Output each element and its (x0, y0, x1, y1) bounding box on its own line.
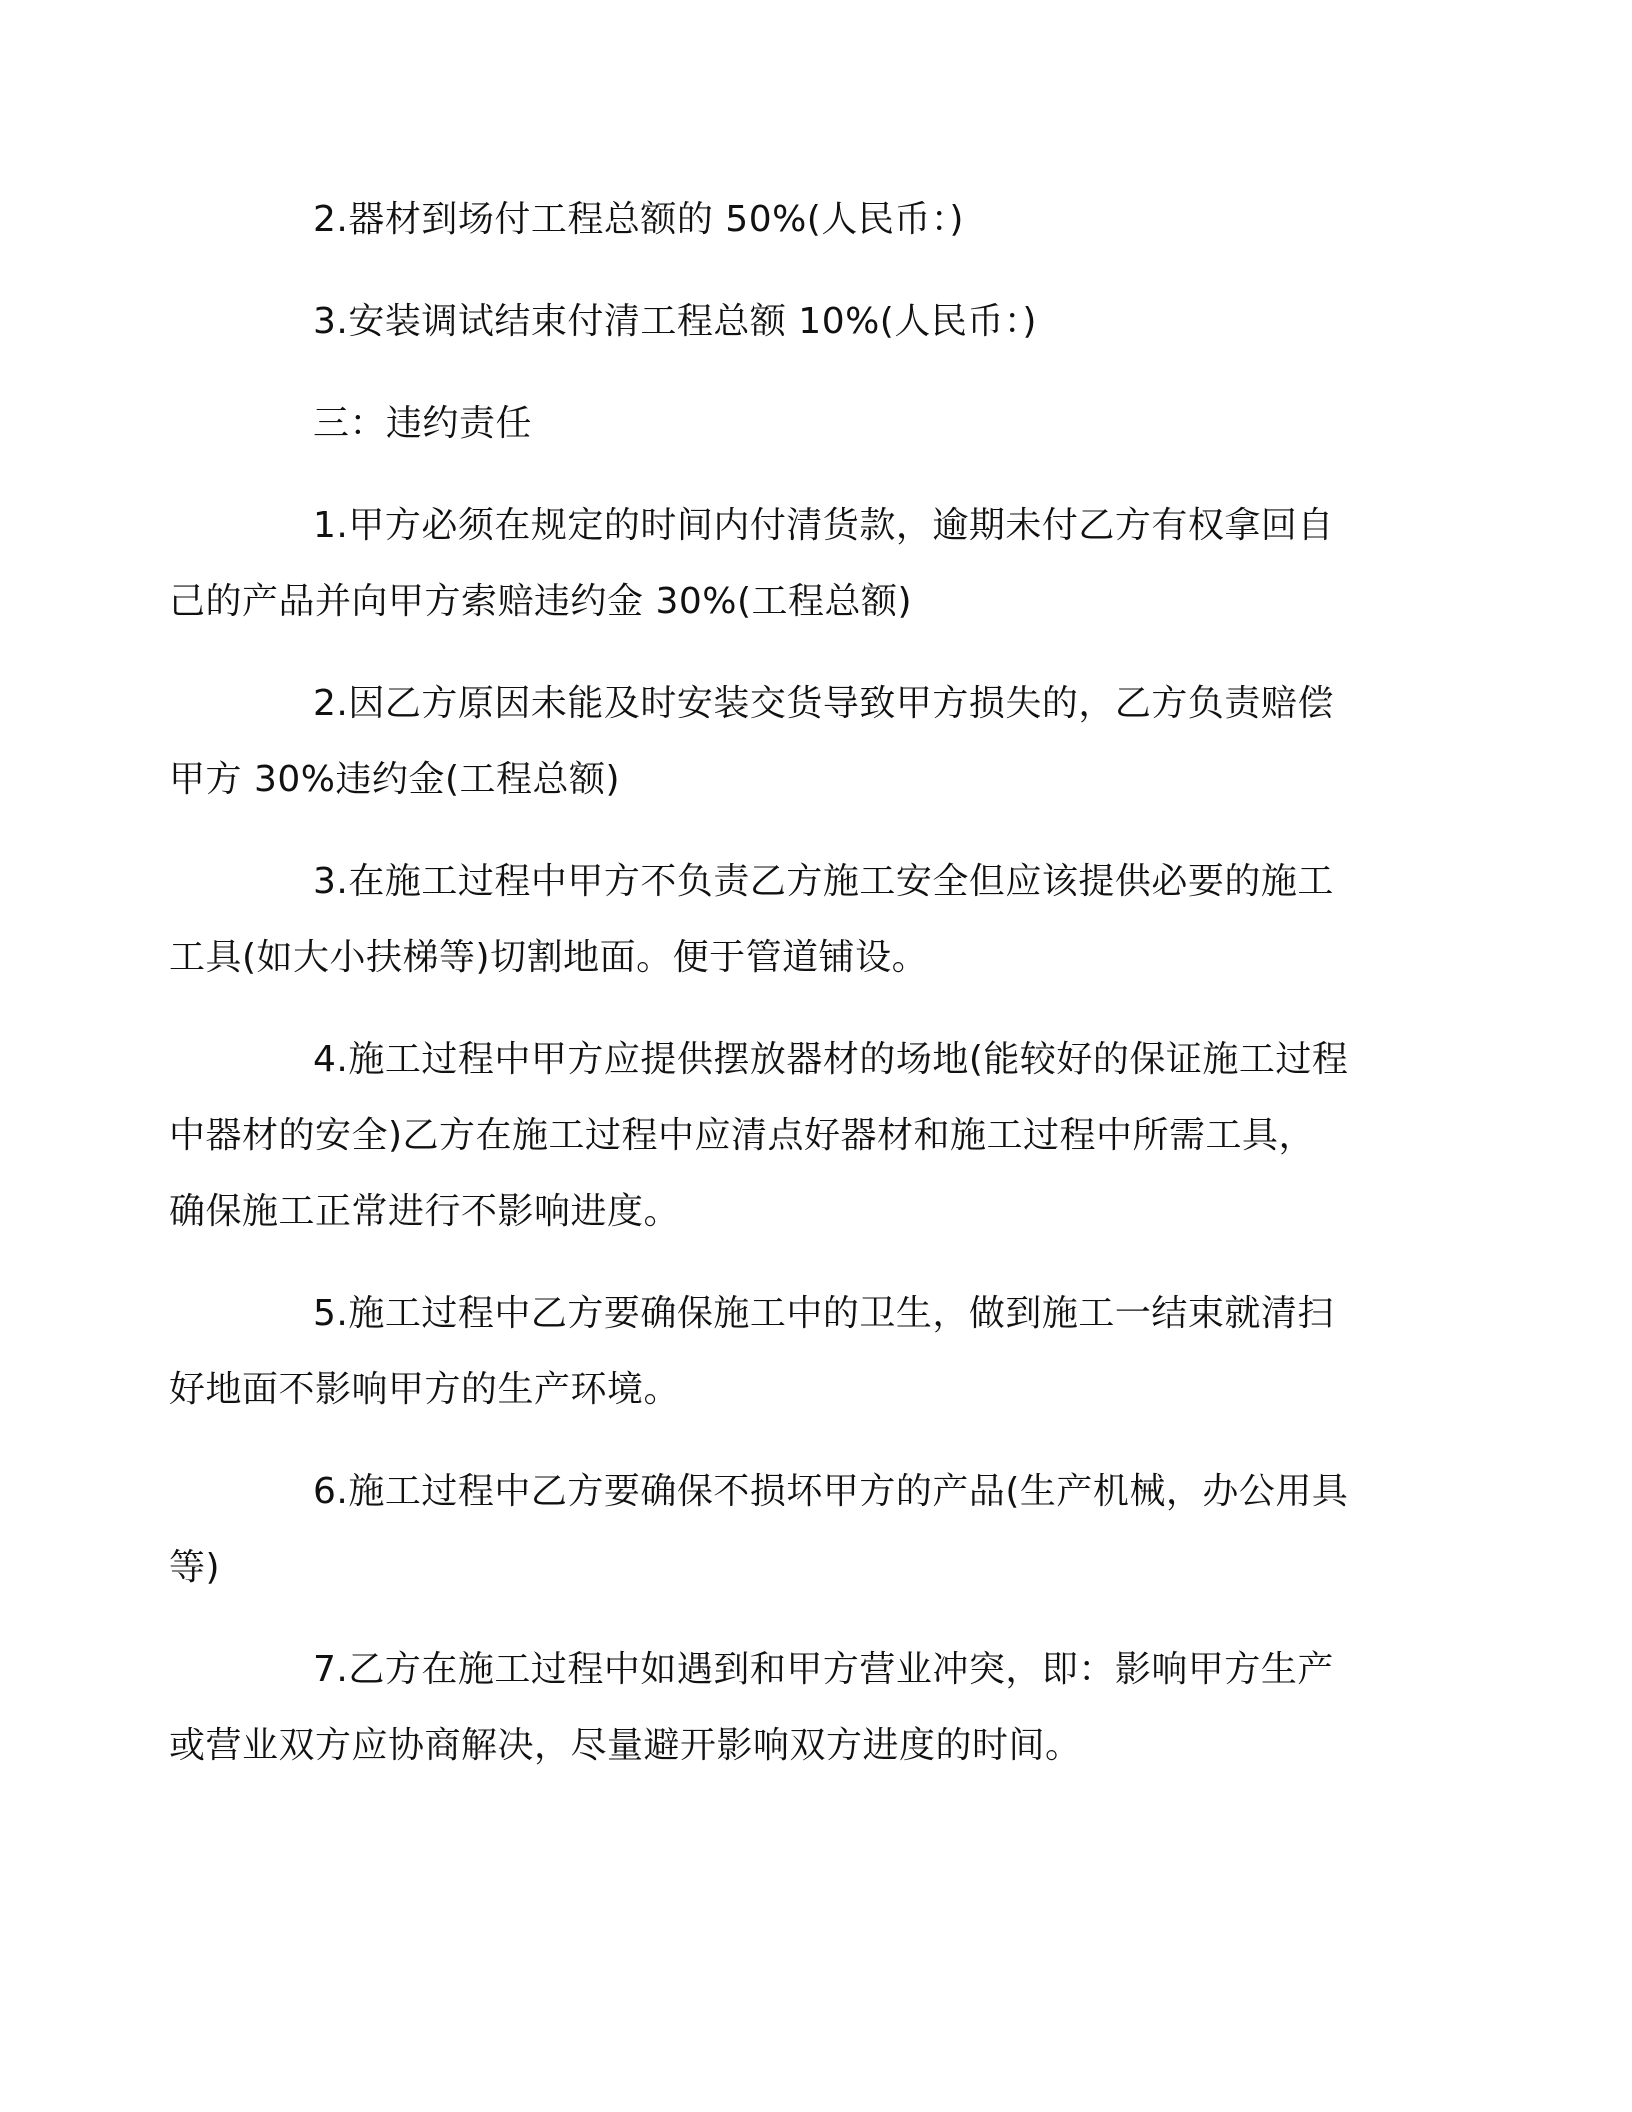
text-line: 3.安装调试结束付清工程总额 10%(人民币：) (313, 301, 1037, 342)
heading-text: 三：违约责任 (313, 403, 533, 444)
document-body (169, 182, 1391, 1810)
text-line: 中器材的安全)乙方在施工过程中应清点好器材和施工过程中所需工具， (169, 1115, 1316, 1156)
section-heading-liability (241, 386, 1391, 462)
paragraph-liability-3 (169, 844, 1391, 996)
text-line: 2.器材到场付工程总额的 50%(人民币：) (313, 199, 964, 240)
text-line: 己的产品并向甲方索赔违约金 30%(工程总额) (169, 581, 913, 622)
text-line: 2.因乙方原因未能及时安装交货导致甲方损失的，乙方负责赔偿 (313, 683, 1334, 724)
paragraph-payment-2 (241, 182, 1391, 258)
text-line: 等) (169, 1547, 221, 1588)
text-line: 好地面不影响甲方的生产环境。 (169, 1369, 681, 1410)
text-line: 或营业双方应协商解决，尽量避开影响双方进度的时间。 (169, 1725, 1082, 1766)
paragraph-payment-3 (241, 284, 1391, 360)
text-line: 6.施工过程中乙方要确保不损坏甲方的产品(生产机械，办公用具 (313, 1471, 1349, 1512)
text-line: 1.甲方必须在规定的时间内付清货款，逾期未付乙方有权拿回自 (313, 505, 1334, 546)
text-line: 5.施工过程中乙方要确保施工中的卫生，做到施工一结束就清扫 (313, 1293, 1334, 1334)
text-line: 甲方 30%违约金(工程总额) (169, 759, 621, 800)
text-line: 7.乙方在施工过程中如遇到和甲方营业冲突，即：影响甲方生产 (313, 1649, 1334, 1690)
text-line: 3.在施工过程中甲方不负责乙方施工安全但应该提供必要的施工 (313, 861, 1334, 902)
text-line: 4.施工过程中甲方应提供摆放器材的场地(能较好的保证施工过程 (313, 1039, 1349, 1080)
paragraph-liability-4 (169, 1022, 1391, 1250)
paragraph-liability-5 (169, 1276, 1391, 1428)
text-line: 工具(如大小扶梯等)切割地面。便于管道铺设。 (169, 937, 929, 978)
paragraph-liability-1 (169, 488, 1391, 640)
paragraph-liability-6 (169, 1454, 1391, 1606)
paragraph-liability-7 (169, 1632, 1391, 1784)
paragraph-liability-2 (169, 666, 1391, 818)
text-line: 确保施工正常进行不影响进度。 (169, 1191, 681, 1232)
